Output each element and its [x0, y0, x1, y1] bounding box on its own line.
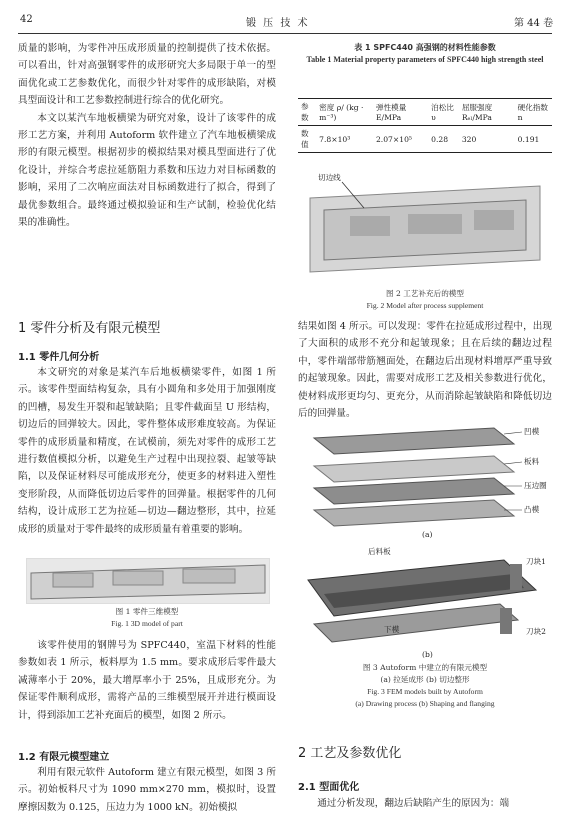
- shaping-flanging-drawing: [304, 550, 552, 650]
- figure-3a-drawing-process: [304, 424, 552, 532]
- section-1-1-body-2: [18, 637, 276, 724]
- results-paragraph: 结果如图 4 所示。可以发现：零件在拉延成形过程中，出现了大面积的成形不充分和起皱现象；且在后续的翻边过程中，零件端部带筋翘面处，在翻边后出现材料增厚严重导致的起皱现象。因此，需要对成形工艺及相关参数进行优化，使材料成形更均匀、更充分，从而消除起皱缺陷和降低切边后的回弹量。: [298, 321, 552, 420]
- table-header-cell: 屈服强度 Rₑₗ/MPa: [461, 103, 493, 122]
- table-cell: 0.191: [517, 134, 540, 144]
- table-header-cell: 泊松比 υ: [431, 103, 454, 122]
- figure-3-caption-cn-sub: (a) 拉延成形 (b) 切边整形: [380, 675, 470, 684]
- drawing-process-drawing: [304, 424, 552, 532]
- material-property-table: [298, 98, 552, 153]
- section-1-heading: 1 零件分析及有限元模型: [18, 321, 161, 336]
- section-1-1-paragraph: 本文研究的对象是某汽车后地板横梁零件，如图 1 所示。该零件型面结构复杂，具有小圆角和多处用于加强刚度的凹槽，易发生开裂和起皱缺陷；且零件截面呈 U 形结构，切边后的回弹较大。因此，零件整体成形难度较高。为保证零件的成形质量和精度，在试模前，须先对零件的成形工艺进行数值模拟分析，以避免生产过程中出现拉裂、起皱等缺陷，以及保证材料尽可能成形充分，使更多的材料进入塑性变形阶段，从而降低切边后零件的回弹量。根据零件的几何结构，设计成形工艺为拉延—切边—翻边整形，其中，拉延成形的质量对于零件最终的成形质量有着重要的影响。: [18, 367, 276, 535]
- figure-3b-tag: (b): [422, 650, 433, 659]
- table-cell: 7.8×10³: [319, 134, 351, 144]
- figure-1-part-model: [26, 558, 270, 604]
- figure-2-caption-cn: 图 2 工艺补充后的模型: [385, 289, 464, 298]
- figure-3-caption-cn: 图 3 Autoform 中建立的有限元模型: [362, 663, 488, 672]
- section-2-1-body: [298, 795, 552, 812]
- table-header-cell: 密度 ρ/ (kg · m⁻³): [319, 103, 364, 122]
- figure-1-caption-en: Fig. 1 3D model of part: [111, 619, 183, 628]
- table-cell: 2.07×10⁵: [375, 134, 412, 144]
- table-header-cell: 弹性模量 E/MPa: [375, 103, 407, 122]
- sheet-label: 板料: [524, 457, 540, 466]
- table-cell: 数值: [301, 129, 309, 149]
- table-header-row: [298, 99, 552, 126]
- subsection-2-1-heading: 2.1 型面优化: [298, 782, 360, 793]
- subsection-1-2-heading: 1.2 有限元模型建立: [18, 752, 110, 763]
- part-3d-drawing: [27, 559, 269, 603]
- section-2-1-paragraph: 通过分析发现，翻边后缺陷产生的原因为：端: [317, 798, 510, 809]
- table-cell: 0.28: [431, 134, 449, 144]
- results-text: [298, 318, 552, 422]
- header-rule: [18, 33, 552, 34]
- table-header-cell: 参数: [301, 102, 309, 122]
- rear-plate-label: 后料板: [368, 547, 391, 556]
- figure-3-caption-en-sub: (a) Drawing process (b) Shaping and flanging: [355, 699, 495, 708]
- table-cell: 320: [461, 134, 477, 144]
- section-2-heading: 2 工艺及参数优化: [298, 746, 402, 761]
- intro-text: [18, 40, 276, 231]
- figure-3b-shaping-flanging: [304, 547, 552, 650]
- figure-3a-tag: (a): [422, 530, 433, 539]
- figure-1-caption: [18, 606, 276, 630]
- process-supplement-drawing: [304, 168, 546, 280]
- intro-paragraph-1: 质量的影响，为零件冲压成形质量的控制提供了技术依据。可以看出，针对高强钢零件的成形研究大多局限于单一的型面优化或工艺参数优化，而很少针对零件的成形缺陷，对模具型面设计和工艺参数控制进行综合的优化研究。: [18, 43, 276, 107]
- trim-line-label: 切边线: [318, 173, 341, 182]
- table-1-title: [298, 42, 552, 66]
- cutter-2-label: 刀块2: [526, 627, 547, 636]
- binder-label: 压边圈: [524, 481, 547, 490]
- cutter-1-label: 刀块1: [526, 557, 547, 566]
- die-label: 凹模: [524, 427, 540, 436]
- table-row: [298, 126, 552, 153]
- figure-2-caption: [298, 288, 552, 312]
- section-1-2-paragraph: 利用有限元软件 Autoform 建立有限元模型，如图 3 所示。初始板料尺寸为 1090 mm×270 mm，模拟时，设置摩擦因数为 0.125，压边力为 1000 kN。初始模拟: [18, 767, 276, 813]
- section-1-2-body: [18, 764, 276, 816]
- figure-3-caption-en: Fig. 3 FEM models built by Autoform: [367, 687, 483, 696]
- section-1-1-body: [18, 364, 276, 538]
- figure-2-caption-en: Fig. 2 Model after process supplement: [366, 301, 484, 310]
- figure-2-model: [304, 168, 546, 280]
- punch-label: 凸模: [524, 505, 540, 514]
- journal-title: 锻 压 技 术: [246, 18, 310, 29]
- volume-label: 第 44 卷: [514, 18, 554, 29]
- table-1-title-en: Table 1 Material property parameters of SPFC440 high strength steel: [306, 55, 544, 64]
- subsection-1-1-heading: 1.1 零件几何分析: [18, 352, 100, 363]
- lower-die-label: 下模: [384, 625, 400, 634]
- intro-paragraph-2: 本文以某汽车地板横梁为研究对象，设计了该零件的成形工艺方案，并利用 Autoform 软件建立了汽车地板横梁成形的有限元模型。根据初步的模拟结果对模具型面进行了优化设计，并综合考虑拉延筋阻力系数和压边力对目标函数的影响，采用了二次响应面法对目标函数进行了拟合，得到了最优参数组合。最终通过模拟验证和生产试制，检验优化结果的准确性。: [18, 112, 276, 229]
- table-header-cell: 硬化指数 n: [517, 103, 548, 122]
- figure-1-caption-cn: 图 1 零件三维模型: [115, 607, 179, 616]
- page-number: 42: [20, 14, 33, 25]
- table-1-title-cn: 表 1 SPFC440 高强钢的材料性能参数: [354, 43, 496, 52]
- figure-3-caption: [298, 662, 552, 710]
- section-1-1-paragraph-2: 该零件使用的钢牌号为 SPFC440，室温下材料的性能参数如表 1 所示，板料厚为 1.5 mm。要求成形后零件最大减薄率小于 20%，最大增厚率小于 25%，且成形充分。为保证零件顺利成形，需将产品的三维模型展开并进行模面设计，得到添加工艺补充面后的模型，如图 2 所示。: [18, 640, 276, 721]
